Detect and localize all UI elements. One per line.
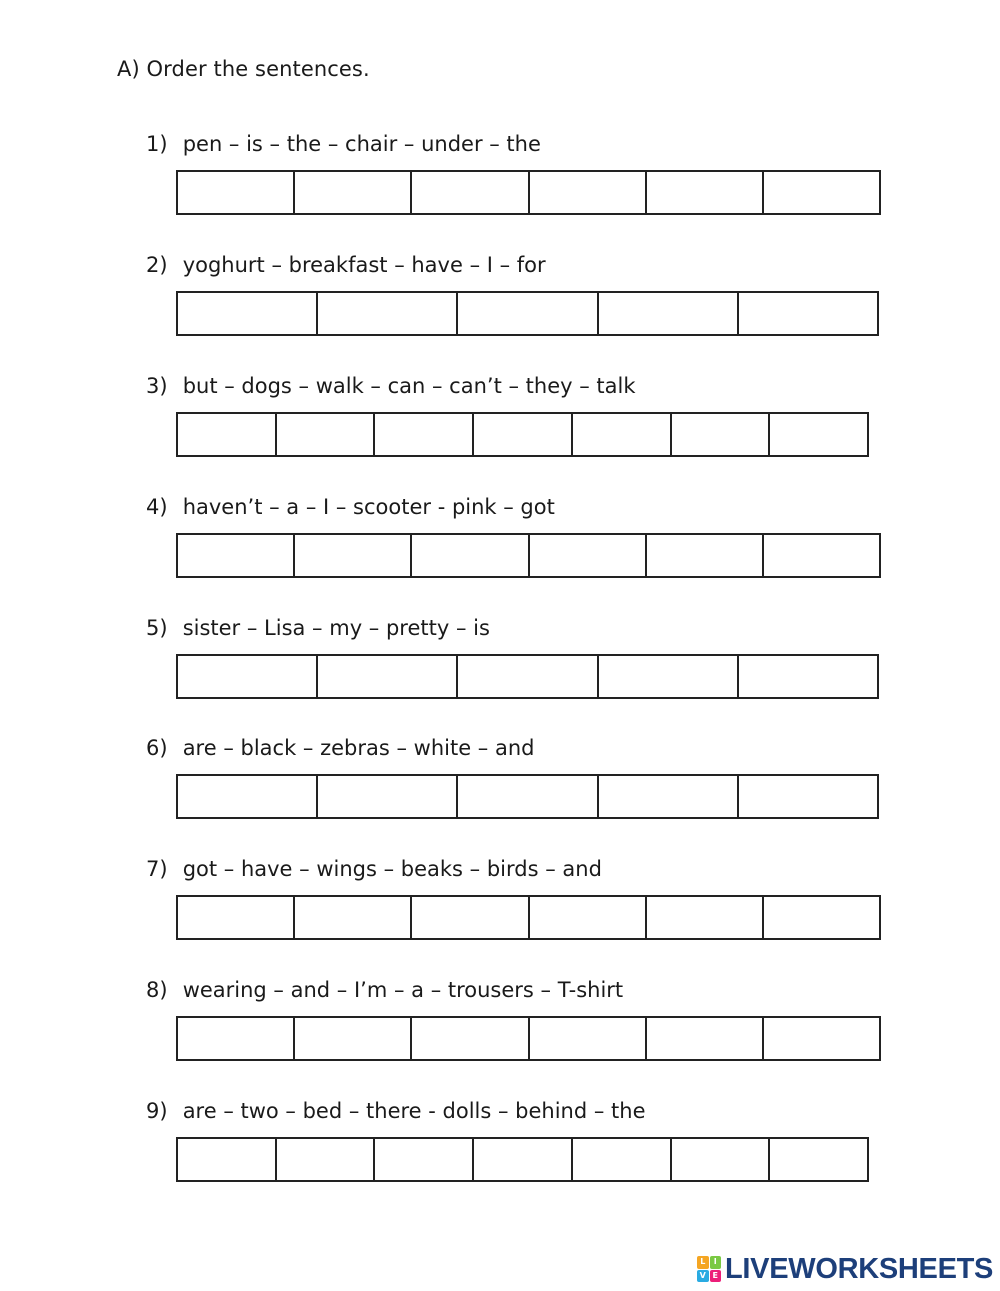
answer-box[interactable] [672,1139,771,1180]
answer-box[interactable] [458,293,598,334]
item-number: 3) [146,374,168,398]
answer-box[interactable] [764,1018,879,1059]
logo-letter: E [710,1270,722,1283]
answer-box[interactable] [277,1139,376,1180]
item-prompt [146,616,490,640]
answer-box[interactable] [770,1139,867,1180]
answer-box[interactable] [647,897,764,938]
answer-box[interactable] [647,1018,764,1059]
item-prompt [146,736,535,760]
answer-box[interactable] [295,172,412,213]
answer-box[interactable] [178,776,318,817]
item-number: 6) [146,736,168,760]
answer-box[interactable] [412,535,529,576]
answer-box[interactable] [573,414,672,455]
liveworksheets-logo [697,1254,993,1284]
answer-box[interactable] [739,293,877,334]
answer-box[interactable] [474,1139,573,1180]
answer-box[interactable] [412,897,529,938]
answer-box[interactable] [647,535,764,576]
answer-row [176,170,881,215]
answer-box[interactable] [318,293,458,334]
answer-box[interactable] [375,1139,474,1180]
answer-box[interactable] [599,293,739,334]
answer-box[interactable] [277,414,376,455]
answer-box[interactable] [178,656,318,697]
answer-box[interactable] [474,414,573,455]
answer-box[interactable] [599,776,739,817]
answer-box[interactable] [295,1018,412,1059]
item-number: 5) [146,616,168,640]
answer-box[interactable] [458,776,598,817]
item-prompt [146,495,555,519]
brand-name: LIVEWORKSHEETS [725,1252,994,1285]
logo-letter: L [697,1256,709,1269]
scrambled-words: but – dogs – walk – can – can’t – they – talk [182,374,636,398]
answer-box[interactable] [764,535,879,576]
answer-row [176,1016,881,1061]
answer-box[interactable] [318,776,458,817]
answer-box[interactable] [739,776,877,817]
item-prompt [146,978,623,1002]
answer-box[interactable] [178,1018,295,1059]
answer-box[interactable] [764,172,879,213]
answer-box[interactable] [318,656,458,697]
answer-box[interactable] [412,172,529,213]
answer-box[interactable] [295,897,412,938]
answer-box[interactable] [178,897,295,938]
answer-row [176,412,869,457]
answer-box[interactable] [530,172,647,213]
answer-row [176,654,879,699]
answer-box[interactable] [412,1018,529,1059]
answer-box[interactable] [178,535,295,576]
answer-box[interactable] [178,293,318,334]
scrambled-words: sister – Lisa – my – pretty – is [182,616,490,640]
item-number: 2) [146,253,168,277]
item-number: 8) [146,978,168,1002]
scrambled-words: are – two – bed – there - dolls – behind – the [182,1099,646,1123]
answer-box[interactable] [530,897,647,938]
answer-box[interactable] [739,656,877,697]
answer-row [176,1137,869,1182]
logo-mark-icon [697,1256,721,1282]
item-prompt [146,1099,646,1123]
answer-box[interactable] [178,172,295,213]
item-prompt [146,857,602,881]
answer-box[interactable] [530,1018,647,1059]
item-number: 7) [146,857,168,881]
answer-box[interactable] [178,1139,277,1180]
logo-letter: I [710,1256,722,1269]
answer-box[interactable] [672,414,771,455]
worksheet-heading: A) Order the sentences. [117,57,370,81]
answer-box[interactable] [647,172,764,213]
scrambled-words: wearing – and – I’m – a – trousers – T-shirt [182,978,624,1002]
scrambled-words: yoghurt – breakfast – have – I – for [182,253,546,277]
item-prompt [146,132,541,156]
answer-box[interactable] [530,535,647,576]
logo-letter: V [697,1270,709,1283]
answer-box[interactable] [599,656,739,697]
scrambled-words: got – have – wings – beaks – birds – and [182,857,602,881]
item-prompt [146,253,546,277]
scrambled-words: haven’t – a – I – scooter - pink – got [182,495,555,519]
answer-box[interactable] [573,1139,672,1180]
scrambled-words: pen – is – the – chair – under – the [182,132,541,156]
item-number: 1) [146,132,168,156]
item-prompt [146,374,636,398]
answer-row [176,533,881,578]
answer-box[interactable] [295,535,412,576]
answer-row [176,895,881,940]
answer-row [176,291,879,336]
answer-box[interactable] [178,414,277,455]
item-number: 9) [146,1099,168,1123]
answer-box[interactable] [764,897,879,938]
item-number: 4) [146,495,168,519]
answer-row [176,774,879,819]
answer-box[interactable] [375,414,474,455]
answer-box[interactable] [770,414,867,455]
scrambled-words: are – black – zebras – white – and [182,736,535,760]
answer-box[interactable] [458,656,598,697]
